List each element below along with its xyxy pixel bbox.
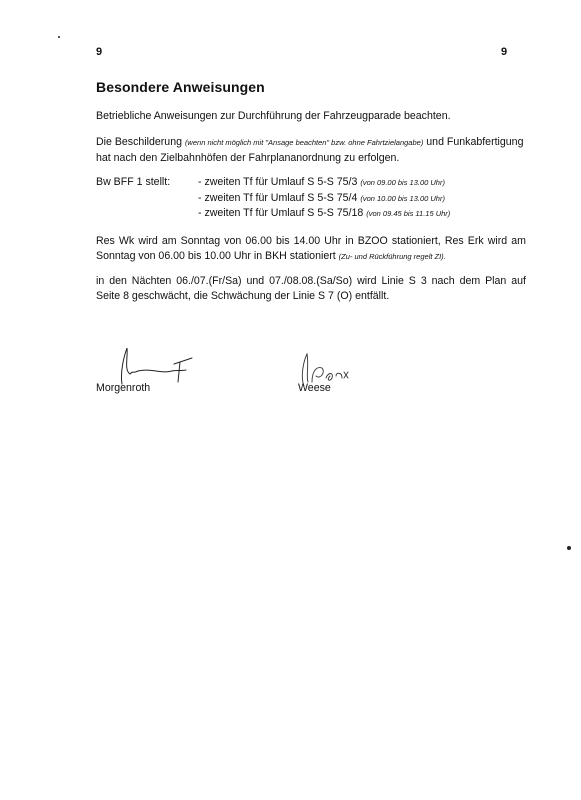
bff-item-text: - zweiten Tf für Umlauf S 5-S 75/4 <box>198 191 358 204</box>
paragraph-night-service: in den Nächten 06./07.(Fr/Sa) und 07./08.08.(Sa/So) wird Linie S 3 nach dem Plan auf Seite 8 geschwächt, die Schwächung der Linie S 7 (O) entfällt. <box>96 275 526 302</box>
bff-item-time: (von 09.00 bis 13.00 Uhr) <box>360 178 445 187</box>
signature-name-left: Morgenroth <box>96 382 151 394</box>
paragraph-reserve-vehicles <box>96 234 526 264</box>
signage-note: (wenn nicht möglich mit "Ansage beachten" bzw. ohne Fahrtzielangabe) <box>184 138 424 147</box>
bff-item <box>198 175 450 191</box>
bff-label: Bw BFF 1 stellt: <box>96 176 171 188</box>
bff-item-text: - zweiten Tf für Umlauf S 5-S 75/3 <box>198 176 358 188</box>
speck <box>58 36 60 38</box>
bff-item-text: - zweiten Tf für Umlauf S 5-S 75/18 <box>198 207 364 219</box>
signage-text-end: und Funkabfertigung hat nach den Zielbahnhöfen der Fahrplananordnung zu erfolgen. <box>96 136 524 164</box>
page-number-right: 9 <box>501 46 508 58</box>
reserve-text: Res Wk wird am Sonntag von 06.00 bis 14.00 Uhr in BZOO stationiert, Res Erk wird am Sonntag von 06.00 bis 10.00 Uhr in BKH stationiert <box>96 235 526 262</box>
bff-item-time: (von 09.45 bis 11.15 Uhr) <box>366 209 451 218</box>
paragraph-parade-instructions: Betriebliche Anweisungen zur Durchführung der Fahrzeugparade beachten. <box>96 110 451 122</box>
bff-list <box>198 175 450 222</box>
paragraph-signage <box>96 135 526 165</box>
signature-name-right: Weese <box>298 382 331 394</box>
section-heading: Besondere Anweisungen <box>96 79 265 95</box>
page-number-left: 9 <box>96 46 103 58</box>
speck <box>567 546 571 550</box>
reserve-note: (Zu- und Rückführung regelt ZI). <box>338 251 446 261</box>
signature-scribble-left <box>100 344 195 386</box>
bff-item <box>198 191 450 207</box>
signage-text-start: Die Beschilderung <box>96 136 182 148</box>
bff-item-time: (von 10.00 bis 13.00 Uhr) <box>360 193 445 203</box>
bff-item <box>198 206 450 222</box>
